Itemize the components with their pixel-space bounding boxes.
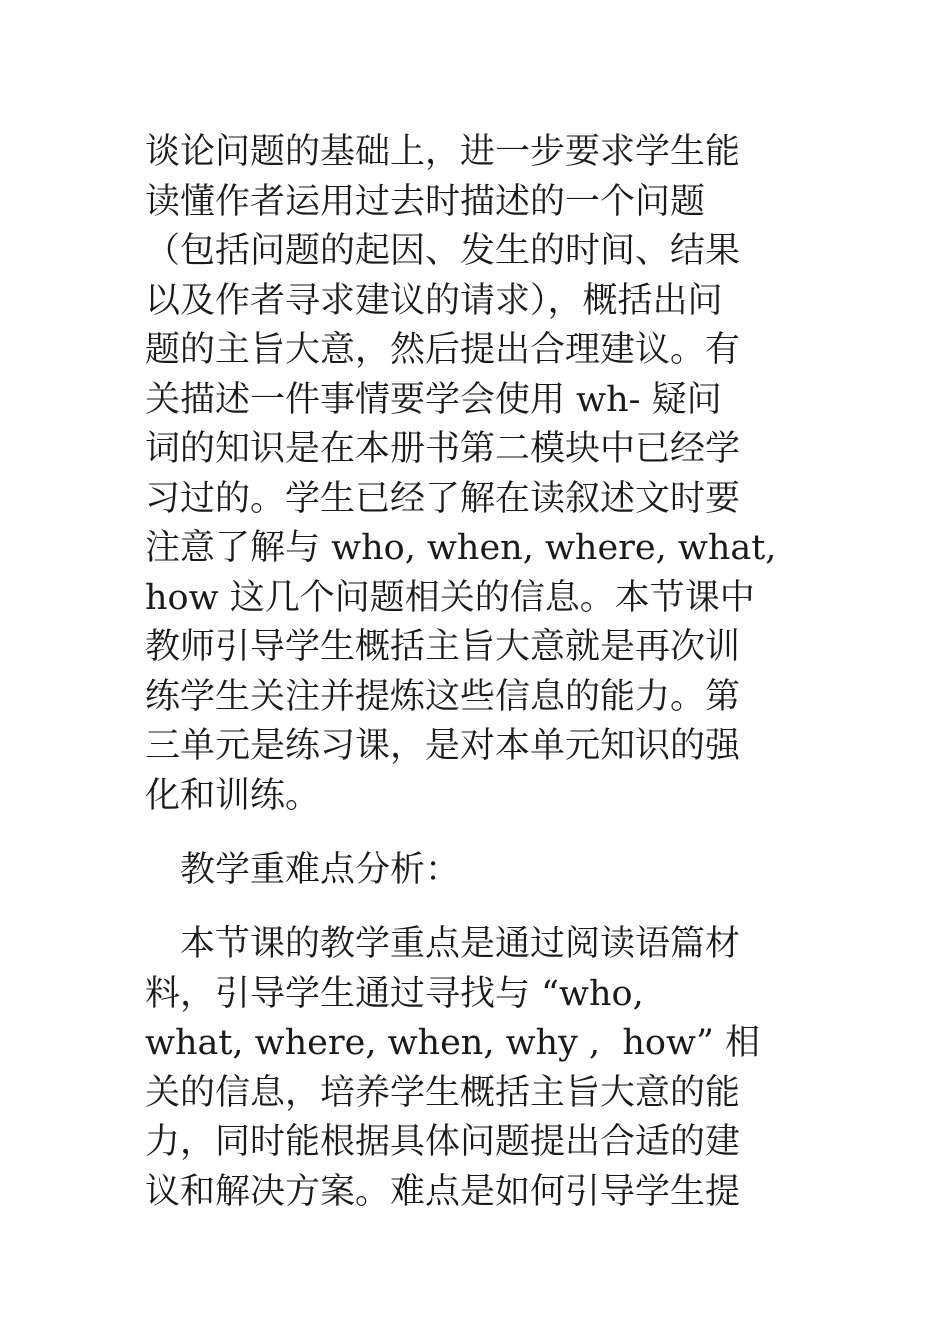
paragraph-line: 谈论问题的基础上，进一步要求学生能 xyxy=(145,132,741,172)
paragraph-line: 化和训练。 xyxy=(145,775,321,816)
paragraph-line: 力，同时能根据具体问题提出合适的建 xyxy=(145,1122,741,1162)
paragraph-line: 练学生关注并提炼这些信息的能力。第 xyxy=(145,676,741,717)
section-heading-text: 教学重难点分析： xyxy=(145,850,461,890)
key-points-paragraph xyxy=(145,920,800,1217)
paragraph-line: 三单元是练习课，是对本单元知识的强 xyxy=(145,726,741,766)
paragraph-line: 读懂作者运用过去时描述的一个问题 xyxy=(145,181,706,222)
paragraph-line: 以及作者寻求建议的请求），概括出问 xyxy=(145,280,723,321)
section-heading xyxy=(145,846,800,896)
paragraph-line: 关的信息，培养学生概括主旨大意的能 xyxy=(145,1072,741,1113)
paragraph-line: 关描述一件事情要学会使用 wh- 疑问 xyxy=(145,379,722,420)
paragraph-line: 题的主旨大意，然后提出合理建议。有 xyxy=(145,330,741,370)
paragraph-line: 教师引导学生概括主旨大意就是再次训 xyxy=(145,627,741,667)
paragraph-line: 习过的。学生已经了解在读叙述文时要 xyxy=(145,478,741,519)
background-paragraph xyxy=(145,128,800,821)
paragraph-line: 词的知识是在本册书第二模块中已经学 xyxy=(145,429,741,469)
paragraph-line: 议和解决方案。难点是如何引导学生提 xyxy=(145,1171,741,1212)
paragraph-line: 本节课的教学重点是通过阅读语篇材 xyxy=(145,924,741,964)
paragraph-line: （包括问题的起因、发生的时间、结果 xyxy=(145,231,741,271)
paragraph-line: how 这几个问题相关的信息。本节课中 xyxy=(145,577,755,618)
paragraph-line: 料，引导学生通过寻找与 “who, xyxy=(145,973,644,1014)
paragraph-line: what, where, when, why , how” 相 xyxy=(145,1023,760,1063)
paragraph-line: 注意了解与 who, when, where, what, xyxy=(145,528,777,568)
